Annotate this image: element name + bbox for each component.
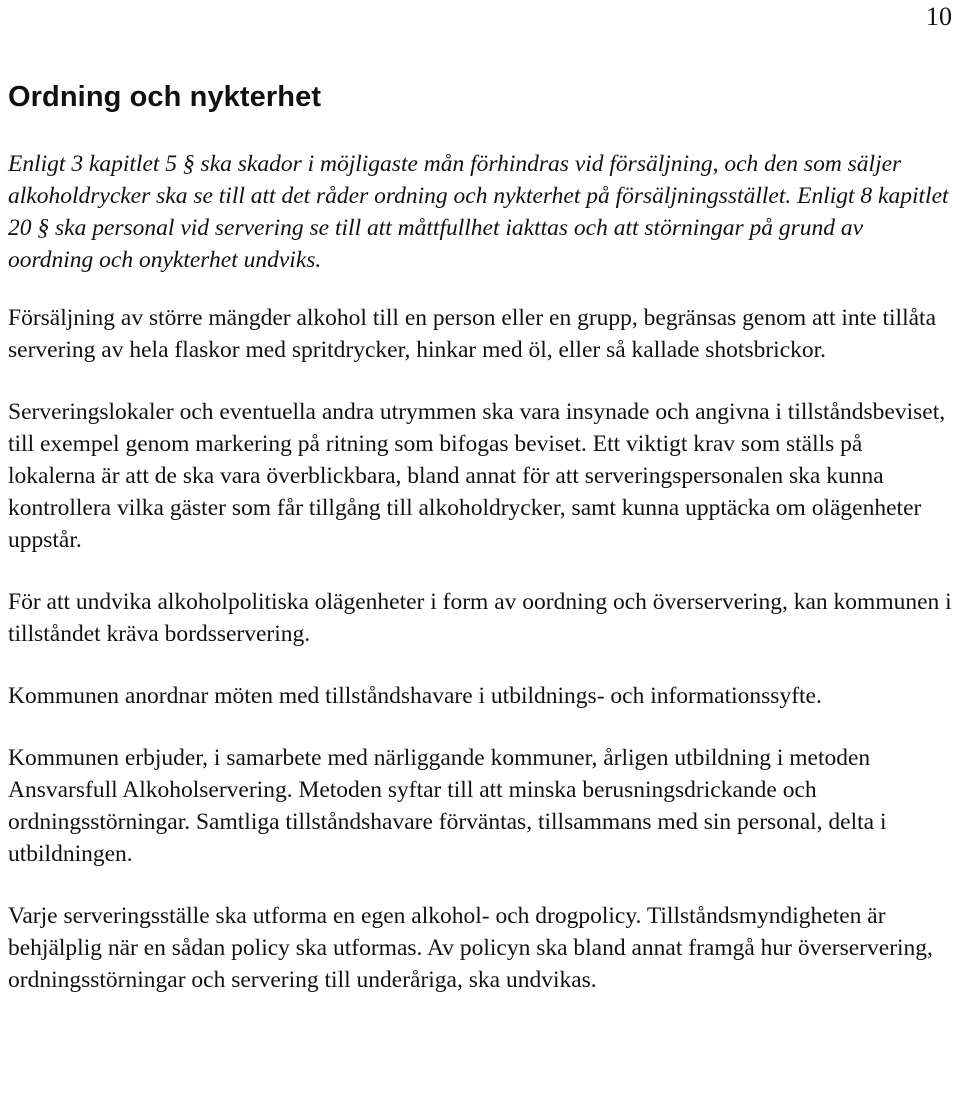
lead-paragraph: Enligt 3 kapitlet 5 § ska skador i möjligaste mån förhindras vid försäljning, och den som säljer alkoholdrycker ska se till att det råder ordning och nykterhet på försäljningsstället. Enligt 8 kapitlet 20 § ska personal vid servering se till att måttfullhet iakttas och att störningar på grund av oordning och onykterhet undviks. bbox=[8, 151, 949, 273]
section-heading: Ordning och nykterhet bbox=[8, 81, 322, 113]
page-number: 10 bbox=[926, 2, 952, 31]
paragraph-table-service: För att undvika alkoholpolitiska olägenheter i form av oordning och överservering, kan kommunen i tillståndet kräva bordsservering. bbox=[8, 589, 952, 647]
paragraph-policy: Varje serveringsställe ska utforma en egen alkohol- och drogpolicy. Tillståndsmyndigheten är behjälplig när en sådan policy ska utformas. Av policyn ska bland annat framgå hur överservering, ordningsstörningar och servering till underåriga, ska undvikas. bbox=[8, 903, 933, 993]
paragraph-premises: Serveringslokaler och eventuella andra utrymmen ska vara insynade och angivna i tillståndsbeviset, till exempel genom markering på ritning som bifogas beviset. Ett viktigt krav som ställs på lokalerna är att de ska vara överblickbara, bland annat för att serveringspersonalen ska kunna kontrollera vilka gäster som får tillgång till alkoholdrycker, samt kunna upptäcka om olägenheter uppstår. bbox=[8, 399, 946, 553]
paragraph-meetings: Kommunen anordnar möten med tillståndshavare i utbildnings- och informationssyfte. bbox=[8, 683, 822, 709]
paragraph-training: Kommunen erbjuder, i samarbete med närliggande kommuner, årligen utbildning i metoden Ansvarsfull Alkoholservering. Metoden syftar till att minska berusningsdrickande och ordningsstörningar. Samtliga tillståndshavare förväntas, tillsammans med sin personal, delta i utbildningen. bbox=[8, 745, 887, 867]
document-body bbox=[8, 80, 952, 1026]
paragraph-serving-limits: Försäljning av större mängder alkohol till en person eller en grupp, begränsas genom att inte tillåta servering av hela flaskor med spritdrycker, hinkar med öl, eller så kallade shotsbrickor. bbox=[8, 305, 936, 363]
